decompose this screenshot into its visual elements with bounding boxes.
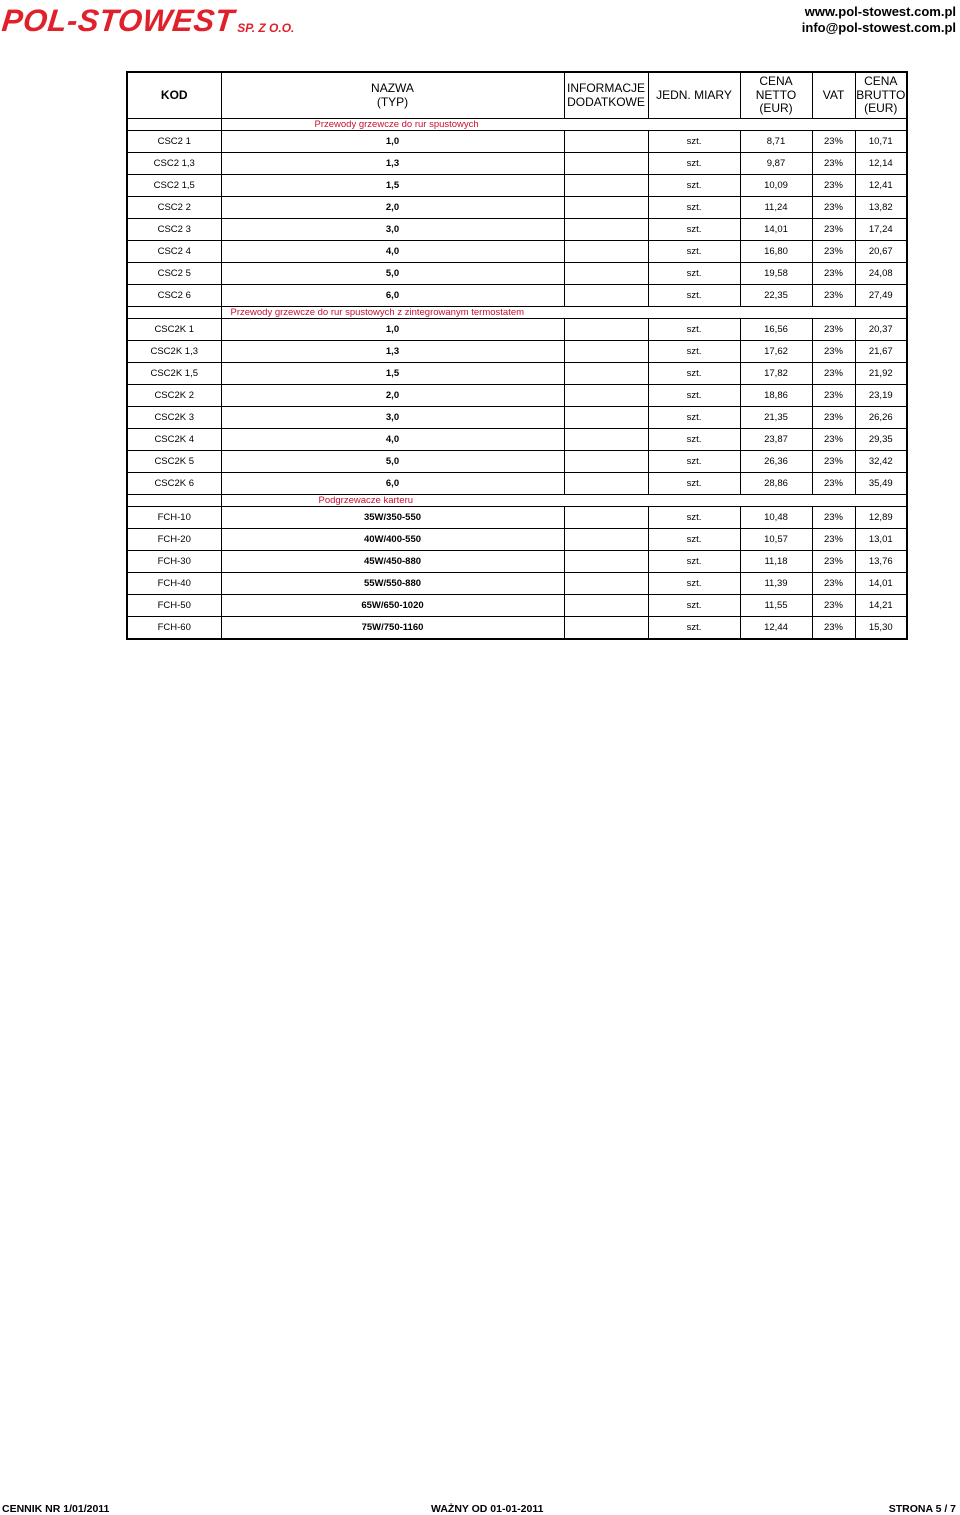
cell-informacje xyxy=(564,319,648,341)
cell-vat: 23% xyxy=(812,617,855,640)
cell-brutto: 12,41 xyxy=(855,175,907,197)
table-row xyxy=(127,363,907,385)
cell-netto: 10,09 xyxy=(740,175,812,197)
cell-netto: 26,36 xyxy=(740,451,812,473)
email-link[interactable]: info@pol-stowest.com.pl xyxy=(801,20,956,35)
cell-vat: 23% xyxy=(812,175,855,197)
cell-nazwa: 1,5 xyxy=(221,363,564,385)
cell-netto: 17,62 xyxy=(740,341,812,363)
section-title-cell xyxy=(221,307,907,319)
cell-brutto: 20,67 xyxy=(855,241,907,263)
header-brutto-line3: (EUR) xyxy=(864,101,898,116)
cell-brutto: 13,01 xyxy=(855,529,907,551)
cell-brutto: 24,08 xyxy=(855,263,907,285)
cell-nazwa: 5,0 xyxy=(221,451,564,473)
cell-netto: 10,48 xyxy=(740,507,812,529)
cell-kod: FCH-60 xyxy=(127,617,221,640)
cell-nazwa: 4,0 xyxy=(221,429,564,451)
cell-nazwa: 1,0 xyxy=(221,131,564,153)
section-header-row xyxy=(127,307,907,319)
cell-brutto: 13,76 xyxy=(855,551,907,573)
cell-nazwa: 1,0 xyxy=(221,319,564,341)
cell-nazwa: 75W/750-1160 xyxy=(221,617,564,640)
logo-text: POL-STOWEST xyxy=(0,3,237,38)
cell-nazwa: 5,0 xyxy=(221,263,564,285)
table-row xyxy=(127,573,907,595)
table-row xyxy=(127,429,907,451)
header-informacje xyxy=(564,72,648,119)
cell-jedn: szt. xyxy=(648,263,740,285)
table-row xyxy=(127,407,907,429)
cell-netto: 18,86 xyxy=(740,385,812,407)
section-header-row xyxy=(127,495,907,507)
cell-netto: 11,55 xyxy=(740,595,812,617)
cell-nazwa: 45W/450-880 xyxy=(221,551,564,573)
table-row xyxy=(127,617,907,640)
header-brutto-line2: BRUTTO xyxy=(856,87,906,102)
cell-nazwa: 1,3 xyxy=(221,153,564,175)
cell-netto: 16,80 xyxy=(740,241,812,263)
cell-kod: CSC2 2 xyxy=(127,197,221,219)
header-informacje-line1: INFORMACJE xyxy=(567,81,645,95)
cell-vat: 23% xyxy=(812,573,855,595)
table-row xyxy=(127,473,907,495)
section-title-spacer xyxy=(127,119,221,131)
cell-netto: 22,35 xyxy=(740,285,812,307)
cell-kod: CSC2K 6 xyxy=(127,473,221,495)
cell-jedn: szt. xyxy=(648,507,740,529)
cell-informacje xyxy=(564,175,648,197)
cell-informacje xyxy=(564,385,648,407)
cell-informacje xyxy=(564,617,648,640)
cell-vat: 23% xyxy=(812,529,855,551)
cell-brutto: 14,01 xyxy=(855,573,907,595)
cell-jedn: szt. xyxy=(648,429,740,451)
table-row xyxy=(127,219,907,241)
cell-netto: 21,35 xyxy=(740,407,812,429)
cell-brutto: 27,49 xyxy=(855,285,907,307)
cell-kod: CSC2 4 xyxy=(127,241,221,263)
cell-kod: CSC2K 5 xyxy=(127,451,221,473)
cell-brutto: 15,30 xyxy=(855,617,907,640)
cell-kod: CSC2 5 xyxy=(127,263,221,285)
cell-jedn: szt. xyxy=(648,385,740,407)
cell-informacje xyxy=(564,263,648,285)
cell-netto: 28,86 xyxy=(740,473,812,495)
cell-informacje xyxy=(564,507,648,529)
cell-informacje xyxy=(564,341,648,363)
section-title-cell xyxy=(221,119,907,131)
cell-vat: 23% xyxy=(812,341,855,363)
cell-kod: FCH-30 xyxy=(127,551,221,573)
cell-nazwa: 1,3 xyxy=(221,341,564,363)
cell-netto: 12,44 xyxy=(740,617,812,640)
table-row xyxy=(127,507,907,529)
cell-nazwa: 4,0 xyxy=(221,241,564,263)
header-vat: VAT xyxy=(812,72,855,119)
table-row xyxy=(127,197,907,219)
cell-brutto: 12,89 xyxy=(855,507,907,529)
cell-vat: 23% xyxy=(812,451,855,473)
header-nazwa xyxy=(221,72,564,119)
cell-netto: 17,82 xyxy=(740,363,812,385)
cell-netto: 10,57 xyxy=(740,529,812,551)
header-informacje-line2: DODATKOWE xyxy=(567,94,645,109)
cell-netto: 8,71 xyxy=(740,131,812,153)
section-title: Podgrzewacze karteru xyxy=(318,495,414,506)
cell-nazwa: 6,0 xyxy=(221,473,564,495)
cell-informacje xyxy=(564,473,648,495)
cell-nazwa: 35W/350-550 xyxy=(221,507,564,529)
cell-jedn: szt. xyxy=(648,241,740,263)
cell-brutto: 35,49 xyxy=(855,473,907,495)
cell-jedn: szt. xyxy=(648,617,740,640)
cell-nazwa: 55W/550-880 xyxy=(221,573,564,595)
cell-netto: 11,18 xyxy=(740,551,812,573)
cell-brutto: 20,37 xyxy=(855,319,907,341)
cell-informacje xyxy=(564,197,648,219)
cell-vat: 23% xyxy=(812,473,855,495)
table-row xyxy=(127,153,907,175)
price-table xyxy=(126,71,908,640)
header-typ-label: (TYP) xyxy=(376,94,409,109)
cell-jedn: szt. xyxy=(648,197,740,219)
cell-vat: 23% xyxy=(812,319,855,341)
cell-vat: 23% xyxy=(812,595,855,617)
cell-brutto: 13,82 xyxy=(855,197,907,219)
cell-nazwa: 2,0 xyxy=(221,197,564,219)
cell-kod: CSC2K 1 xyxy=(127,319,221,341)
cell-jedn: szt. xyxy=(648,595,740,617)
logo-suffix: SP. Z O.O. xyxy=(237,21,295,35)
cell-brutto: 21,92 xyxy=(855,363,907,385)
cell-nazwa: 3,0 xyxy=(221,407,564,429)
header-brutto xyxy=(855,72,907,119)
cell-informacje xyxy=(564,451,648,473)
cell-jedn: szt. xyxy=(648,407,740,429)
cell-jedn: szt. xyxy=(648,285,740,307)
cell-vat: 23% xyxy=(812,285,855,307)
cell-informacje xyxy=(564,573,648,595)
cell-kod: CSC2K 1,5 xyxy=(127,363,221,385)
footer-page-number: STRONA 5 / 7 xyxy=(888,1503,956,1515)
cell-jedn: szt. xyxy=(648,363,740,385)
cell-informacje xyxy=(564,595,648,617)
table-row xyxy=(127,285,907,307)
cell-vat: 23% xyxy=(812,263,855,285)
cell-vat: 23% xyxy=(812,219,855,241)
cell-brutto: 17,24 xyxy=(855,219,907,241)
website-link[interactable]: www.pol-stowest.com.pl xyxy=(804,4,956,19)
cell-informacje xyxy=(564,153,648,175)
cell-jedn: szt. xyxy=(648,131,740,153)
cell-jedn: szt. xyxy=(648,175,740,197)
cell-kod: CSC2K 1,3 xyxy=(127,341,221,363)
table-header-row xyxy=(127,72,907,119)
cell-vat: 23% xyxy=(812,429,855,451)
cell-kod: CSC2 3 xyxy=(127,219,221,241)
section-header-row xyxy=(127,119,907,131)
cell-netto: 11,24 xyxy=(740,197,812,219)
header-netto xyxy=(740,72,812,119)
section-title: Przewody grzewcze do rur spustowych xyxy=(314,119,479,130)
cell-nazwa: 2,0 xyxy=(221,385,564,407)
cell-jedn: szt. xyxy=(648,319,740,341)
header-kod: KOD xyxy=(127,72,221,119)
cell-kod: FCH-40 xyxy=(127,573,221,595)
cell-nazwa: 3,0 xyxy=(221,219,564,241)
cell-kod: CSC2 1,3 xyxy=(127,153,221,175)
cell-kod: FCH-50 xyxy=(127,595,221,617)
cell-jedn: szt. xyxy=(648,341,740,363)
cell-kod: FCH-20 xyxy=(127,529,221,551)
cell-netto: 9,87 xyxy=(740,153,812,175)
cell-jedn: szt. xyxy=(648,473,740,495)
cell-jedn: szt. xyxy=(648,153,740,175)
table-row xyxy=(127,131,907,153)
cell-brutto: 12,14 xyxy=(855,153,907,175)
header-brutto-line1: CENA xyxy=(864,74,898,89)
cell-kod: FCH-10 xyxy=(127,507,221,529)
header-netto-line1: CENA xyxy=(759,74,793,89)
table-row xyxy=(127,551,907,573)
cell-jedn: szt. xyxy=(648,529,740,551)
cell-kod: CSC2K 3 xyxy=(127,407,221,429)
section-title-spacer xyxy=(127,495,221,507)
section-title: Przewody grzewcze do rur spustowych z zintegrowanym termostatem xyxy=(230,307,525,318)
cell-vat: 23% xyxy=(812,363,855,385)
cell-vat: 23% xyxy=(812,551,855,573)
cell-brutto: 10,71 xyxy=(855,131,907,153)
footer-catalog-number: CENNIK NR 1/01/2011 xyxy=(2,1503,110,1515)
cell-informacje xyxy=(564,285,648,307)
header-netto-line3: (EUR) xyxy=(759,101,793,116)
cell-vat: 23% xyxy=(812,241,855,263)
table-row xyxy=(127,319,907,341)
cell-netto: 16,56 xyxy=(740,319,812,341)
cell-brutto: 29,35 xyxy=(855,429,907,451)
cell-jedn: szt. xyxy=(648,451,740,473)
footer-valid-from: WAŻNY OD 01-01-2011 xyxy=(431,1503,544,1515)
cell-informacje xyxy=(564,407,648,429)
cell-brutto: 23,19 xyxy=(855,385,907,407)
contact-block xyxy=(802,4,956,36)
table-row xyxy=(127,341,907,363)
cell-nazwa: 65W/650-1020 xyxy=(221,595,564,617)
cell-informacje xyxy=(564,219,648,241)
table-row xyxy=(127,595,907,617)
cell-netto: 11,39 xyxy=(740,573,812,595)
section-title-spacer xyxy=(127,307,221,319)
cell-kod: CSC2 6 xyxy=(127,285,221,307)
cell-kod: CSC2K 2 xyxy=(127,385,221,407)
cell-brutto: 14,21 xyxy=(855,595,907,617)
cell-kod: CSC2 1 xyxy=(127,131,221,153)
cell-informacje xyxy=(564,241,648,263)
header-nazwa-label: NAZWA xyxy=(371,81,414,95)
cell-kod: CSC2K 4 xyxy=(127,429,221,451)
cell-nazwa: 40W/400-550 xyxy=(221,529,564,551)
cell-brutto: 26,26 xyxy=(855,407,907,429)
cell-informacje xyxy=(564,131,648,153)
cell-jedn: szt. xyxy=(648,551,740,573)
cell-informacje xyxy=(564,363,648,385)
cell-vat: 23% xyxy=(812,385,855,407)
cell-jedn: szt. xyxy=(648,219,740,241)
cell-informacje xyxy=(564,529,648,551)
table-row xyxy=(127,263,907,285)
cell-vat: 23% xyxy=(812,197,855,219)
section-title-cell xyxy=(221,495,907,507)
table-row xyxy=(127,175,907,197)
header-jedn: JEDN. MIARY xyxy=(648,72,740,119)
cell-nazwa: 1,5 xyxy=(221,175,564,197)
cell-jedn: szt. xyxy=(648,573,740,595)
cell-nazwa: 6,0 xyxy=(221,285,564,307)
table-row xyxy=(127,385,907,407)
company-logo xyxy=(2,4,294,36)
table-row xyxy=(127,529,907,551)
cell-netto: 14,01 xyxy=(740,219,812,241)
cell-vat: 23% xyxy=(812,153,855,175)
cell-kod: CSC2 1,5 xyxy=(127,175,221,197)
cell-vat: 23% xyxy=(812,407,855,429)
table-row xyxy=(127,451,907,473)
cell-vat: 23% xyxy=(812,131,855,153)
cell-vat: 23% xyxy=(812,507,855,529)
cell-netto: 19,58 xyxy=(740,263,812,285)
header-netto-line2: NETTO xyxy=(755,87,797,102)
price-table-body xyxy=(127,119,907,640)
cell-brutto: 21,67 xyxy=(855,341,907,363)
cell-informacje xyxy=(564,429,648,451)
cell-informacje xyxy=(564,551,648,573)
cell-netto: 23,87 xyxy=(740,429,812,451)
cell-brutto: 32,42 xyxy=(855,451,907,473)
table-row xyxy=(127,241,907,263)
